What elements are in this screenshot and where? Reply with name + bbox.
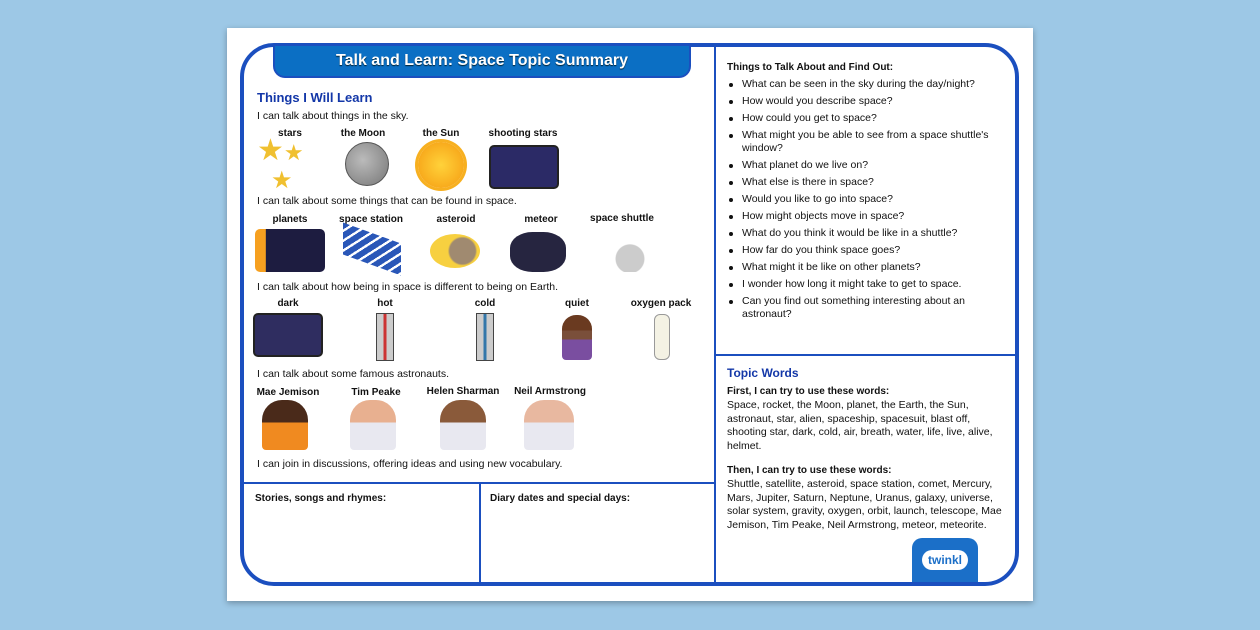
learn-heading: Things I Will Learn	[257, 90, 373, 105]
stars-icon: ★★ ★	[257, 134, 304, 194]
list-item: What might you be able to see from a space shuttle's window?	[727, 129, 1002, 155]
list-item: Can you find out something interesting about an astronaut?	[727, 295, 1002, 321]
label-quiet: quiet	[565, 298, 589, 309]
list-item: How might objects move in space?	[727, 210, 1002, 223]
label-cold: cold	[474, 298, 496, 309]
first-words: Space, rocket, the Moon, planet, the Earth, the Sun, astronaut, star, alien, spaceship, spacesuit, blast off, shooting star, dark, cold, air, breath, water, life, live, alive, helmet.	[727, 399, 993, 452]
label-space-station: space station	[339, 214, 403, 225]
label-sun: the Sun	[422, 128, 460, 139]
label-helen-sharman: Helen Sharman	[426, 386, 500, 397]
topic-words-heading: Topic Words	[727, 366, 799, 380]
then-words: Shuttle, satellite, asteroid, space station, comet, Mercury, Mars, Jupiter, Saturn, Neptune, Uranus, galaxy, universe, solar system, gravity, oxygen, orbit, launch, telescope, Mae Jemison, Tim Peake, Neil Armstrong, meteor, meteorite.	[727, 478, 1002, 531]
label-hot: hot	[377, 298, 393, 309]
label-dark: dark	[277, 298, 299, 309]
shooting-star-icon	[489, 145, 559, 189]
hot-thermometer-icon	[376, 313, 394, 361]
learn-statement: I can talk about some famous astronauts.	[257, 368, 450, 380]
divider	[479, 483, 481, 582]
label-stars: stars	[278, 128, 302, 139]
logo-text: twinkl	[922, 550, 968, 570]
list-item: Would you like to go into space?	[727, 193, 1002, 206]
tim-peake-portrait	[350, 400, 396, 450]
moon-icon	[345, 142, 389, 186]
helen-sharman-portrait	[440, 400, 486, 450]
label-mae-jemison: Mae Jemison	[256, 387, 320, 398]
label-meteor: meteor	[524, 214, 558, 225]
first-words-label: First, I can try to use these words:	[727, 386, 890, 397]
list-item: How could you get to space?	[727, 112, 1002, 125]
learn-statement: I can talk about some things that can be found in space.	[257, 195, 517, 207]
oxygen-pack-icon	[654, 314, 670, 360]
learn-statement: I can talk about how being in space is different to being on Earth.	[257, 281, 559, 293]
list-item: What else is there in space?	[727, 176, 1002, 189]
dark-icon	[253, 313, 323, 357]
label-shooting-stars: shooting stars	[488, 128, 558, 139]
learn-statement: I can talk about things in the sky.	[257, 110, 409, 122]
talk-heading: Things to Talk About and Find Out:	[727, 62, 894, 73]
list-item: What might it be like on other planets?	[727, 261, 1002, 274]
cold-thermometer-icon	[476, 313, 494, 361]
sun-icon	[418, 142, 464, 188]
quiet-child-icon	[562, 315, 592, 360]
meteor-icon	[510, 232, 566, 272]
list-item: What can be seen in the sky during the day/night?	[727, 78, 1002, 91]
label-tim-peake: Tim Peake	[351, 387, 401, 398]
label-oxygen-pack: oxygen pack	[630, 298, 692, 309]
asteroid-icon	[430, 234, 480, 268]
list-item: What planet do we live on?	[727, 159, 1002, 172]
planets-icon	[255, 229, 325, 272]
then-words-label: Then, I can try to use these words:	[727, 465, 892, 476]
label-moon: the Moon	[340, 128, 386, 139]
neil-armstrong-portrait	[524, 400, 574, 450]
space-shuttle-icon	[595, 228, 645, 272]
twinkl-logo	[912, 538, 978, 582]
list-item: What do you think it would be like in a shuttle?	[727, 227, 1002, 240]
label-asteroid: asteroid	[436, 214, 476, 225]
page-title: Talk and Learn: Space Topic Summary	[273, 46, 691, 78]
divider	[244, 482, 715, 484]
talk-list	[727, 78, 1002, 325]
learn-statement: I can join in discussions, offering ideas and using new vocabulary.	[257, 458, 563, 470]
divider	[714, 47, 716, 582]
list-item: How far do you think space goes?	[727, 244, 1002, 257]
stories-heading: Stories, songs and rhymes:	[255, 493, 387, 504]
label-space-shuttle: space shuttle	[590, 213, 654, 224]
divider	[715, 354, 1015, 356]
list-item: How would you describe space?	[727, 95, 1002, 108]
diary-heading: Diary dates and special days:	[490, 493, 631, 504]
label-neil-armstrong: Neil Armstrong	[514, 386, 586, 397]
label-planets: planets	[272, 214, 308, 225]
mae-jemison-portrait	[262, 400, 308, 450]
list-item: I wonder how long it might take to get to space.	[727, 278, 1002, 291]
